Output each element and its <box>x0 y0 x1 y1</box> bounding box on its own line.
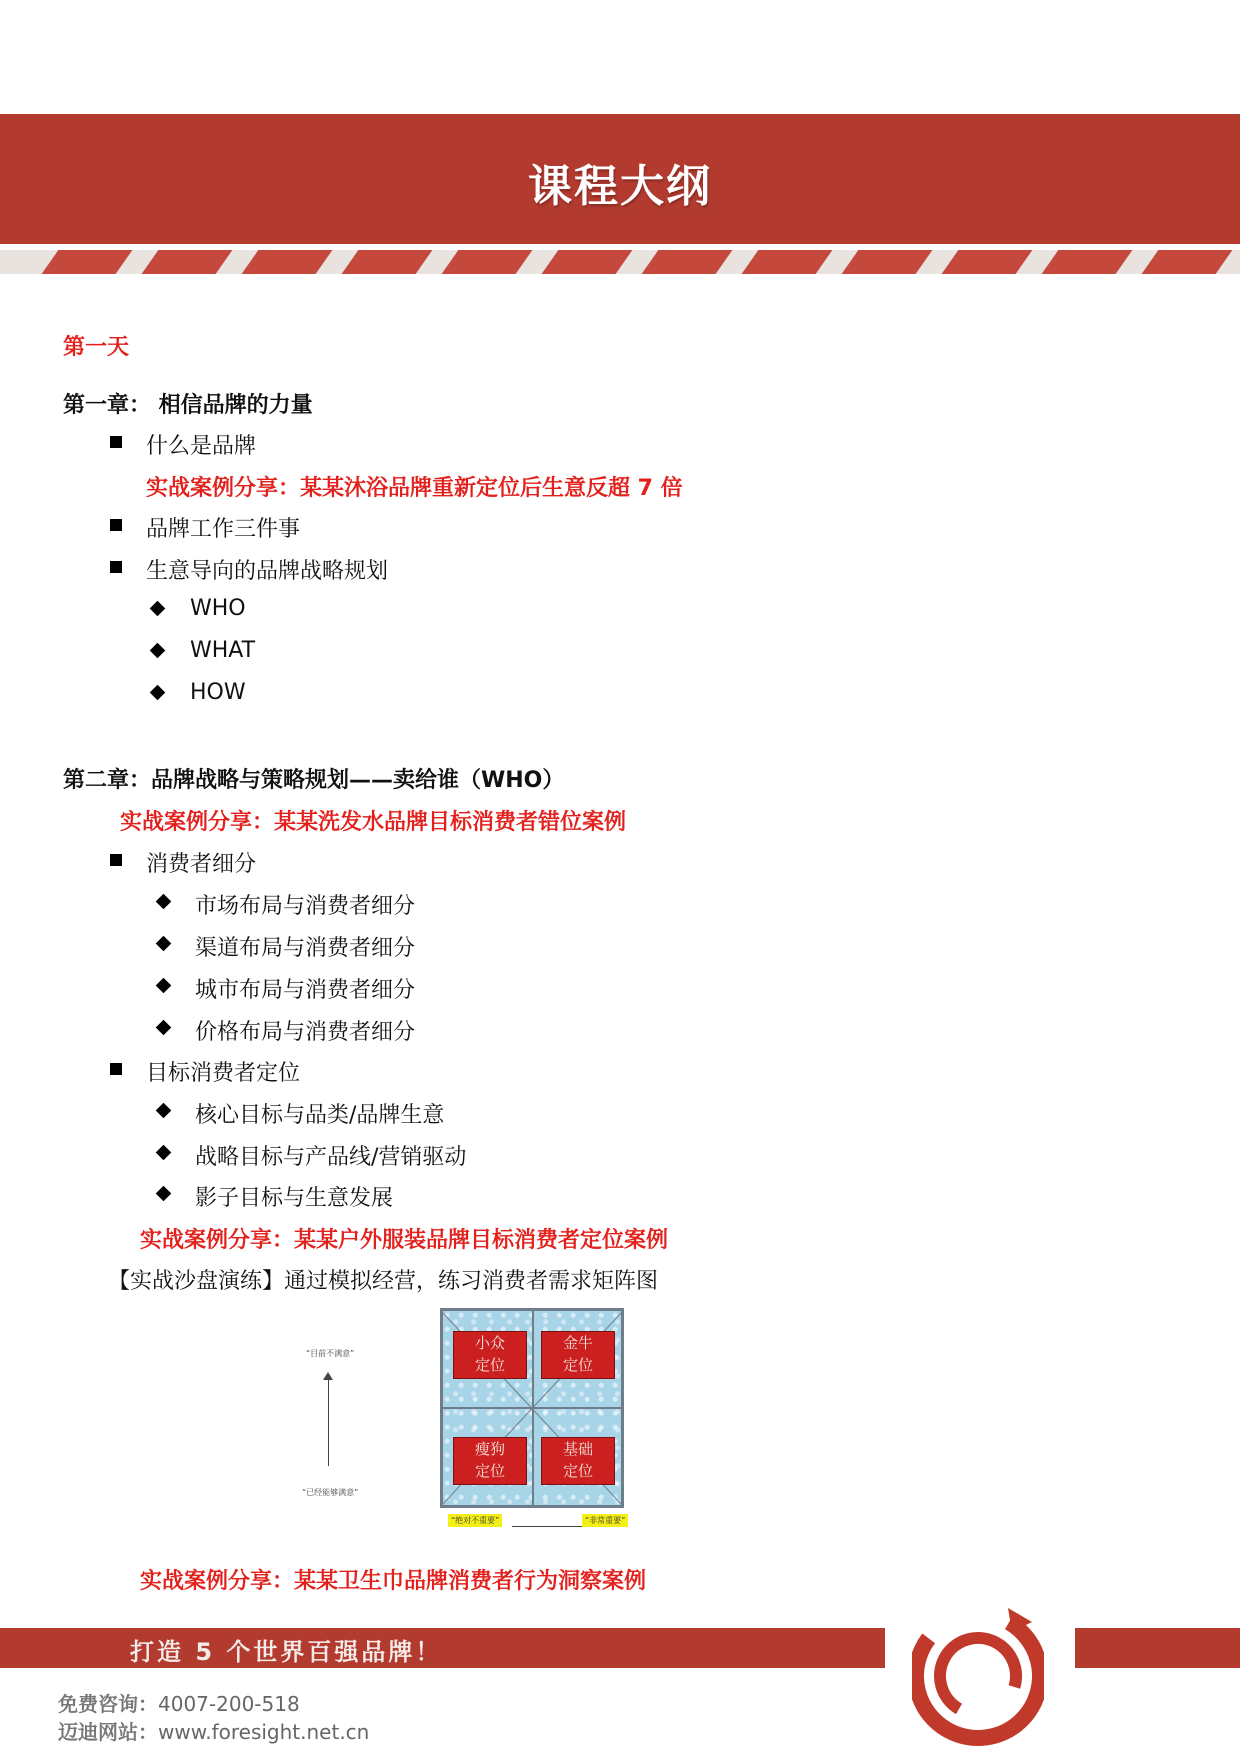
list-item: 品牌工作三件事 <box>146 517 301 542</box>
sub-list-item: 战略目标与产品线/营销驱动 <box>195 1145 467 1170</box>
diamond-bullet-icon <box>156 1103 172 1119</box>
diamond-bullet-icon <box>156 1186 172 1202</box>
sub-list-item: 渠道布局与消费者细分 <box>195 936 416 961</box>
site-url[interactable]: www.foresight.net.cn <box>158 1720 370 1744</box>
case-share-4: 实战案例分享：某某卫生巾品牌消费者行为洞察案例 <box>140 1569 647 1594</box>
consult-phone: 4007-200-518 <box>158 1692 300 1716</box>
sub-list-item: 市场布局与消费者细分 <box>195 894 416 919</box>
square-bullet-icon <box>110 1063 122 1075</box>
list-item: 什么是品牌 <box>146 434 257 459</box>
case-share-3: 实战案例分享：某某户外服装品牌目标消费者定位案例 <box>140 1228 669 1253</box>
chapter-1-title: 第一章： 相信品牌的力量 <box>63 393 313 418</box>
y-axis-bottom-label: “已经能够满意” <box>302 1488 359 1497</box>
footer-slogan: 打造 5 个世界百强品牌！ <box>130 1638 443 1666</box>
y-axis-line <box>328 1378 329 1466</box>
x-axis-line <box>512 1526 582 1527</box>
brand-logo-icon <box>912 1598 1044 1750</box>
matrix-divider <box>443 1407 621 1409</box>
matrix-cell-basic: 基础 定位 <box>541 1437 615 1485</box>
sub-list-item: WHAT <box>190 638 256 663</box>
matrix-cell-niche: 小众 定位 <box>453 1331 527 1379</box>
diamond-bullet-icon <box>150 685 166 701</box>
page-title: 课程大纲 <box>528 161 712 212</box>
case-share-1: 实战案例分享：某某沐浴品牌重新定位后生意反超 7 倍 <box>146 476 683 501</box>
section-heading: 目标消费者定位 <box>146 1061 301 1086</box>
square-bullet-icon <box>110 561 122 573</box>
sub-list-item: HOW <box>190 680 246 705</box>
diamond-bullet-icon <box>156 1145 172 1161</box>
sub-list-item: 城市布局与消费者细分 <box>195 978 416 1003</box>
day-label: 第一天 <box>63 335 130 360</box>
diamond-bullet-icon <box>156 978 172 994</box>
diamond-bullet-icon <box>156 936 172 952</box>
x-axis-left-label: “绝对不重要” <box>448 1514 502 1527</box>
consult-label: 免费咨询： <box>58 1692 158 1716</box>
list-item: 生意导向的品牌战略规划 <box>146 559 389 584</box>
square-bullet-icon <box>110 436 122 448</box>
diamond-bullet-icon <box>156 894 172 910</box>
site-line <box>58 1716 369 1745</box>
sub-list-item: 价格布局与消费者细分 <box>195 1020 416 1045</box>
header-stripe <box>0 250 1240 274</box>
y-axis-top-label: “目前不满意” <box>306 1349 355 1358</box>
diamond-bullet-icon <box>150 643 166 659</box>
consult-line <box>58 1688 300 1717</box>
case-share-2: 实战案例分享：某某洗发水品牌目标消费者错位案例 <box>120 810 627 835</box>
diamond-bullet-icon <box>156 1020 172 1036</box>
square-bullet-icon <box>110 854 122 866</box>
section-heading: 消费者细分 <box>146 852 257 877</box>
square-bullet-icon <box>110 519 122 531</box>
footer-banner-right <box>1075 1628 1240 1668</box>
sub-list-item: WHO <box>190 596 246 621</box>
sub-list-item: 影子目标与生意发展 <box>195 1186 394 1211</box>
site-label: 迈迪网站： <box>58 1720 158 1744</box>
demand-matrix <box>440 1308 624 1508</box>
chapter-2-title: 第二章：品牌战略与策略规划——卖给谁（WHO） <box>63 768 565 793</box>
diamond-bullet-icon <box>150 601 166 617</box>
exercise-text: 【实战沙盘演练】通过模拟经营，练习消费者需求矩阵图 <box>108 1269 659 1294</box>
sub-list-item: 核心目标与品类/品牌生意 <box>195 1103 445 1128</box>
matrix-cell-dog: 瘦狗 定位 <box>453 1437 527 1485</box>
matrix-cell-cashcow: 金牛 定位 <box>541 1331 615 1379</box>
x-axis-right-label: “非常重要” <box>582 1514 628 1527</box>
